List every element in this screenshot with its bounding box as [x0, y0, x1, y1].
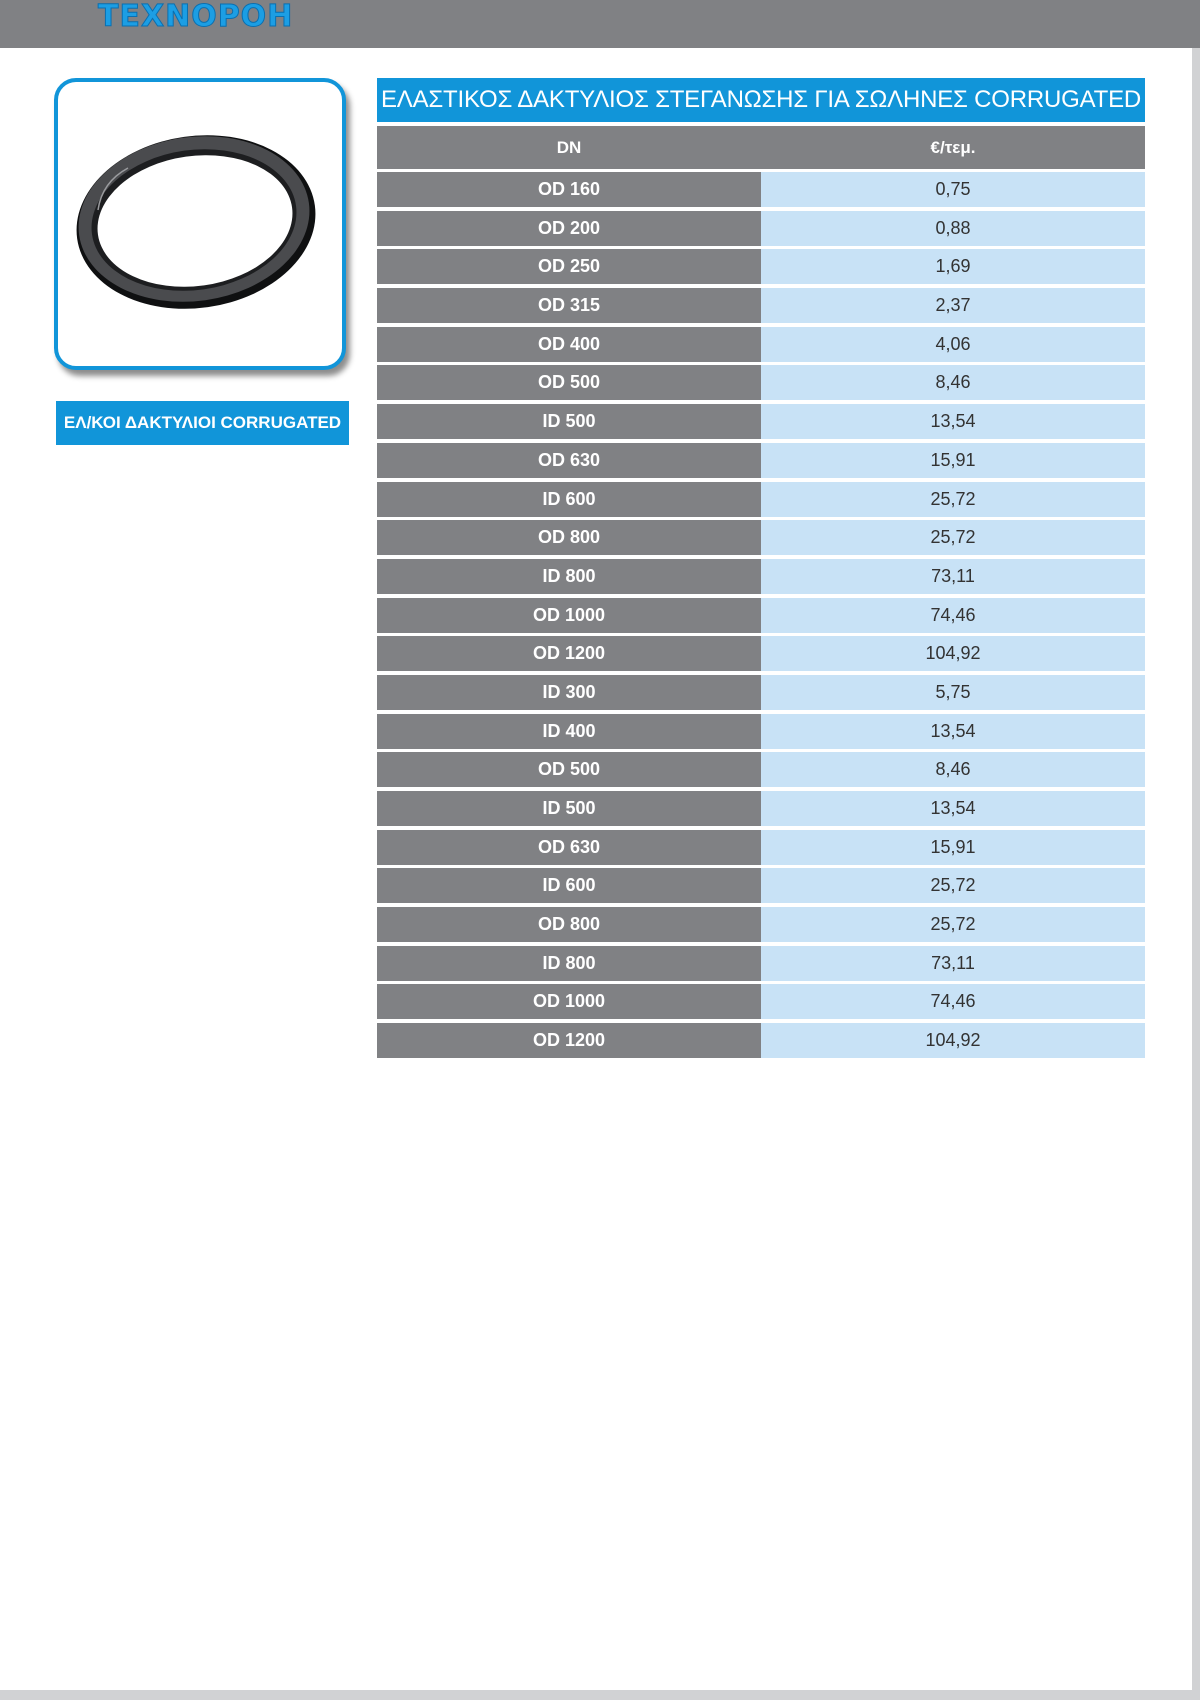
table-row [377, 714, 1145, 749]
table-row [377, 636, 1145, 671]
header-bar [0, 0, 1200, 48]
price-cell: 25,72 [761, 520, 1145, 555]
table-row [377, 520, 1145, 555]
price-cell: 25,72 [761, 868, 1145, 903]
dn-cell: OD 630 [377, 830, 761, 865]
price-cell: 104,92 [761, 636, 1145, 671]
price-cell: 8,46 [761, 365, 1145, 400]
price-cell: 0,88 [761, 211, 1145, 246]
brand-logo: ΤΕΧΝΟΡΟΗ [98, 0, 294, 34]
dn-cell: OD 315 [377, 288, 761, 323]
dn-cell: ID 300 [377, 675, 761, 710]
table-row [377, 907, 1145, 942]
price-cell: 73,11 [761, 559, 1145, 594]
dn-cell: ID 600 [377, 482, 761, 517]
table-row [377, 404, 1145, 439]
table-title: ΕΛΑΣΤΙΚΟΣ ΔΑΚΤΥΛΙΟΣ ΣΤΕΓΑΝΩΣΗΣ ΓΙΑ ΣΩΛΗΝΕΣ CORRUGATED [377, 78, 1145, 122]
dn-cell: OD 1200 [377, 1023, 761, 1058]
dn-cell: OD 250 [377, 249, 761, 284]
dn-cell: OD 160 [377, 172, 761, 207]
page-edge-right [1192, 48, 1200, 1690]
price-cell: 25,72 [761, 907, 1145, 942]
dn-cell: ID 800 [377, 946, 761, 981]
table-row [377, 559, 1145, 594]
dn-cell: OD 500 [377, 752, 761, 787]
column-header-price: €/τεμ. [930, 137, 976, 157]
rubber-ring-icon [58, 82, 342, 366]
table-row [377, 288, 1145, 323]
table-row [377, 675, 1145, 710]
table-header [377, 126, 1145, 169]
dn-cell: OD 800 [377, 520, 761, 555]
table-row [377, 598, 1145, 633]
dn-cell: ID 800 [377, 559, 761, 594]
price-cell: 4,06 [761, 327, 1145, 362]
price-cell: 74,46 [761, 598, 1145, 633]
price-cell: 13,54 [761, 714, 1145, 749]
price-cell: 15,91 [761, 830, 1145, 865]
dn-cell: OD 500 [377, 365, 761, 400]
price-cell: 2,37 [761, 288, 1145, 323]
table-row [377, 365, 1145, 400]
price-cell: 8,46 [761, 752, 1145, 787]
price-cell: 73,11 [761, 946, 1145, 981]
page-edge-bottom [0, 1690, 1200, 1700]
dn-cell: OD 1000 [377, 598, 761, 633]
price-cell: 74,46 [761, 984, 1145, 1019]
product-caption: ΕΛ/ΚΟΙ ΔΑΚΤΥΛΙΟΙ CORRUGATED [56, 401, 349, 445]
price-cell: 0,75 [761, 172, 1145, 207]
dn-cell: OD 1000 [377, 984, 761, 1019]
dn-cell: ID 500 [377, 791, 761, 826]
dn-cell: ID 500 [377, 404, 761, 439]
product-photo-frame [54, 78, 346, 370]
table-row [377, 327, 1145, 362]
price-cell: 13,54 [761, 404, 1145, 439]
dn-cell: ID 600 [377, 868, 761, 903]
table-row [377, 211, 1145, 246]
dn-cell: OD 800 [377, 907, 761, 942]
table-row [377, 984, 1145, 1019]
table-row [377, 172, 1145, 207]
price-cell: 13,54 [761, 791, 1145, 826]
table-row [377, 791, 1145, 826]
dn-cell: OD 200 [377, 211, 761, 246]
price-cell: 104,92 [761, 1023, 1145, 1058]
table-row [377, 752, 1145, 787]
dn-cell: ID 400 [377, 714, 761, 749]
dn-cell: OD 630 [377, 443, 761, 478]
table-row [377, 482, 1145, 517]
table-row [377, 249, 1145, 284]
table-row [377, 830, 1145, 865]
price-cell: 5,75 [761, 675, 1145, 710]
table-row [377, 443, 1145, 478]
price-cell: 25,72 [761, 482, 1145, 517]
price-table-body [377, 172, 1145, 1062]
dn-cell: OD 1200 [377, 636, 761, 671]
price-cell: 1,69 [761, 249, 1145, 284]
table-row [377, 1023, 1145, 1058]
table-row [377, 946, 1145, 981]
column-header-dn: DN [556, 137, 582, 157]
table-row [377, 868, 1145, 903]
dn-cell: OD 400 [377, 327, 761, 362]
price-cell: 15,91 [761, 443, 1145, 478]
